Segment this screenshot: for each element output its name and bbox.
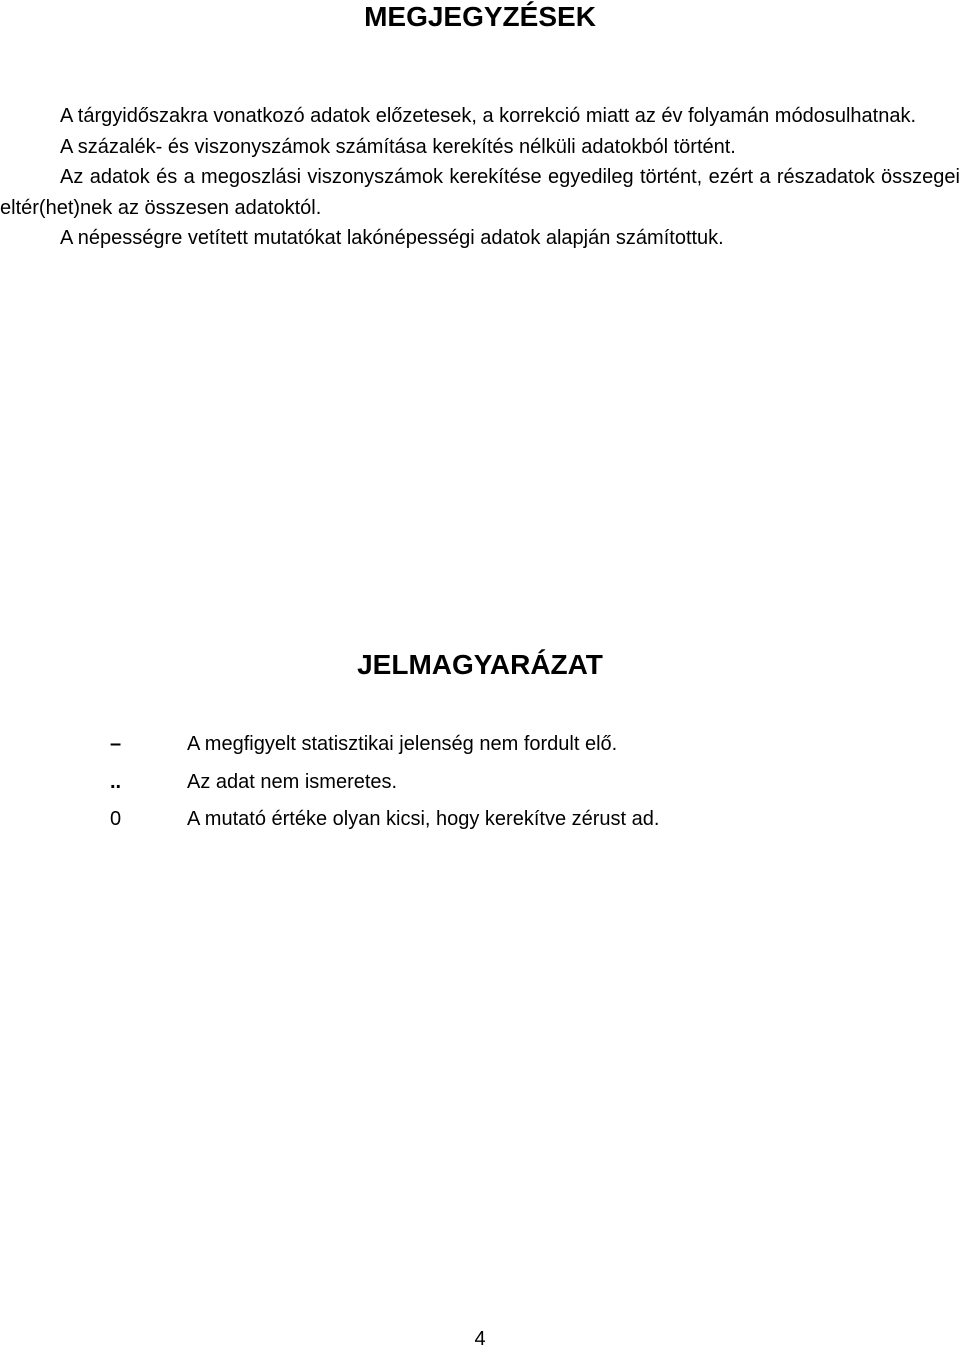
legend-item xyxy=(110,767,910,805)
note-paragraph-correction: A tárgyidőszakra vonatkozó adatok előzetesek, a korrekció miatt az év folyamán módosulhatnak. xyxy=(60,105,917,127)
legend-list xyxy=(110,729,910,842)
legend-item xyxy=(110,804,910,842)
legend-description: Az adat nem ismeretes. xyxy=(187,770,398,793)
page-number: 4 xyxy=(474,1328,486,1350)
legend-symbol-dots: .. xyxy=(110,770,122,793)
note-paragraph-population: A népességre vetített mutatókat lakónépességi adatok alapján számítottuk. xyxy=(60,227,724,249)
legend-description: A mutató értéke olyan kicsi, hogy kerekítve zérust ad. xyxy=(187,808,660,830)
legend-description: A megfigyelt statisztikai jelenség nem fordult elő. xyxy=(187,733,618,755)
notes-body xyxy=(0,101,960,254)
legend-symbol-dash: – xyxy=(110,733,122,755)
notes-title: MEGJEGYZÉSEK xyxy=(364,1,596,32)
legend-item xyxy=(110,729,910,767)
note-paragraph-percentages: A százalék- és viszonyszámok számítása kerekítés nélküli adatokból történt. xyxy=(60,135,736,158)
legend-symbol-zero: 0 xyxy=(110,808,122,830)
legend-title: JELMAGYARÁZAT xyxy=(357,649,603,680)
note-paragraph-rounding: Az adatok és a megoszlási viszonyszámok kerekítése egyedileg történt, ezért a részadatok összegei eltér(het)nek az összesen adatoktól. xyxy=(0,166,960,219)
